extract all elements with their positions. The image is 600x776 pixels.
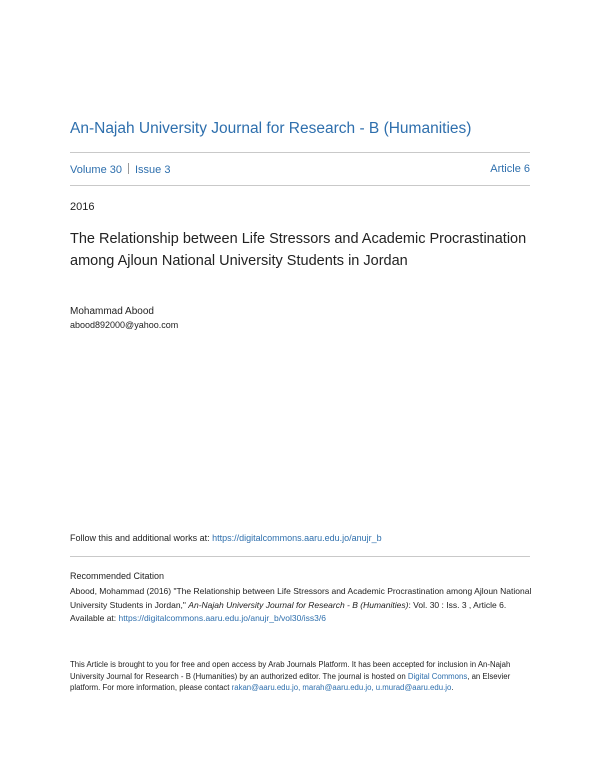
available-prefix: Available at: <box>70 613 119 623</box>
publication-year: 2016 <box>70 201 95 213</box>
middle-divider <box>70 185 530 186</box>
notice-part2: , an Elsevier platform. For more information, please contact <box>70 671 511 692</box>
citation-start: Abood, Mohammad (2016) "The Relationship between Life Stressors and Academic Procrastination among Ajloun National University Students in Jordan," <box>70 586 532 610</box>
issue-row <box>70 163 530 176</box>
issue-link[interactable]: Issue 3 <box>134 164 171 176</box>
digital-commons-link[interactable]: Digital Commons <box>407 671 468 681</box>
author-name: Mohammad Abood <box>70 306 154 317</box>
separator <box>128 163 129 174</box>
follow-link[interactable]: https://digitalcommons.aaru.edu.jo/anujr_b <box>212 533 382 543</box>
recommended-citation-heading: Recommended Citation <box>70 571 165 581</box>
top-divider <box>70 152 530 153</box>
journal-title[interactable]: An-Najah University Journal for Research - B (Humanities) <box>70 120 472 137</box>
notice-part3: . <box>451 683 454 692</box>
access-notice <box>70 659 540 694</box>
article-title: The Relationship between Life Stressors and Academic Procrastination among Ajloun National University Students in Jordan <box>70 231 527 269</box>
citation-end: : Vol. 30 : Iss. 3 , Article 6. <box>408 599 507 610</box>
volume-link[interactable]: Volume 30 <box>70 164 122 176</box>
available-link[interactable]: https://digitalcommons.aaru.edu.jo/anujr_b/vol30/iss3/6 <box>118 613 326 623</box>
author-email: abood892000@yahoo.com <box>70 320 179 330</box>
notice-part1: This Article is brought to you for free and open access by Arab Journals Platform. It has been accepted for inclusion in An-Najah University Journal for Research - B (Humanities) by an authorized editor. The journal is hosted on <box>70 660 511 681</box>
bottom-divider <box>70 556 530 557</box>
follow-line <box>70 533 382 543</box>
follow-prefix: Follow this and additional works at: <box>70 533 213 543</box>
contact-emails-link[interactable]: rakan@aaru.edu.jo, marah@aaru.edu.jo, u.murad@aaru.edu.jo <box>231 683 452 692</box>
citation-text <box>70 585 540 626</box>
citation-journal: An-Najah University Journal for Research - B (Humanities) <box>188 599 409 610</box>
article-link[interactable]: Article 6 <box>490 163 530 175</box>
